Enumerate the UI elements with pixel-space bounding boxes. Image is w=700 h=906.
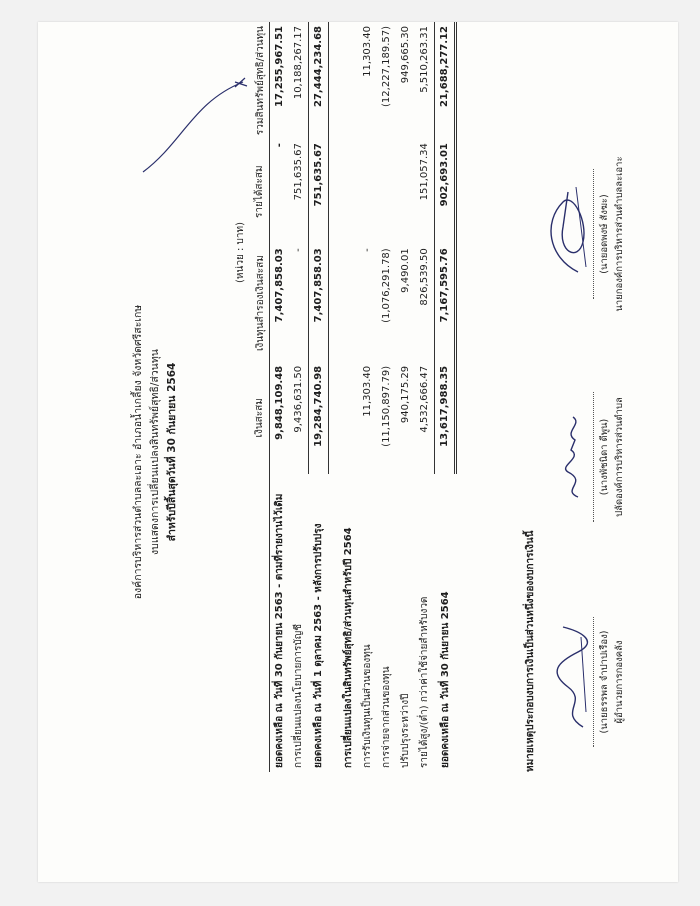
col-header-accumulated: เงินสะสม	[248, 362, 270, 474]
signer-position: ผู้อำนวยการกองคลัง	[614, 640, 625, 724]
statement-period: สำหรับปีสิ้นสุดวันที่ 30 กันยายน 2564	[166, 362, 178, 542]
rotated-content	[38, 22, 678, 882]
col-header-total: รวมสินทรัพย์สุทธิ/ส่วนทุน	[248, 22, 270, 139]
table-section-row: การเปลี่ยนแปลงในสินทรัพย์สุทธิ/ส่วนทุนสำหรับปี 2564	[343, 527, 354, 768]
pen-stroke-mark	[123, 62, 263, 182]
table-row: ปรับปรุงระหว่างปี 940,175.29 9,490.01 949,665.30	[400, 26, 411, 768]
col-header-reserve: เงินทุนสำรองเงินสะสม	[248, 244, 270, 362]
org-name: องค์การบริหารส่วนตำบลละเอาะ อำเภอน้ำเกลี้ยง จังหวัดศรีสะเกษ	[132, 304, 144, 600]
table-row: รายได้สูง/(ต่ำ) กว่าค่าใช้จ่ายสำหรับงวด 4,532,666.47 826,539.50 151,057.34 5,510,263.31	[415, 22, 435, 772]
table-row: ยอดคงเหลือ ณ วันที่ 1 ตุลาคม 2563 - หลังการปรับปรุง 19,284,740.98 7,407,858.03 751,635.67 27,444,234.68	[309, 22, 329, 772]
signer-name: (นายธรรพล จำปาปเรือง)	[599, 630, 610, 734]
scanned-page	[38, 22, 678, 882]
signature-mark	[538, 182, 598, 282]
statement-page	[38, 22, 678, 882]
table-row: ยอดคงเหลือ ณ วันที่ 30 กันยายน 2563 - ตามที่รายงานไว้เดิม 9,848,109.48 7,407,858.03 - 17,255,967.51	[274, 26, 285, 768]
table-total-row: ยอดคงเหลือ ณ วันที่ 30 กันยายน 2564 13,617,988.35 7,167,595.76 902,693.01 21,688,277.12	[435, 22, 456, 772]
notes-statement: หมายเหตุประกอบงบการเงินเป็นส่วนหนึ่งของงบการเงินนี้	[525, 530, 536, 772]
signature-mark	[553, 412, 593, 502]
equity-changes-table	[248, 22, 457, 772]
signature-block-mayor	[593, 154, 627, 314]
signature-mark	[553, 622, 593, 732]
unit-label: (หน่วย : บาท)	[235, 222, 246, 283]
table-row: การจ่ายจากส่วนของทุน (11,150,897.79) (1,076,291.78) (12,227,189.57)	[381, 26, 392, 768]
signer-name: (นายอดพงษ์ สังฆะ)	[599, 194, 610, 274]
table-row: การรับเงินทุนเป็นส่วนของทุน 11,303.40 - 11,303.40	[362, 26, 373, 768]
signature-block-clerk	[593, 377, 627, 537]
col-header-revenue: รายได้สะสม	[248, 139, 270, 244]
signature-block-finance	[593, 602, 627, 762]
statement-title: งบแสดงการเปลี่ยนแปลงสินทรัพย์สุทธิ/ส่วนทุน	[149, 349, 161, 555]
signer-position: ปลัดองค์การบริหารส่วนตำบล	[614, 397, 625, 517]
table-row: การเปลี่ยนแปลงนโยบายการบัญชี 9,436,631.50 - 751,635.67 10,188,267.17	[289, 22, 309, 772]
signer-position: นายกองค์การบริหารส่วนตำบลละเอาะ	[614, 156, 625, 312]
signer-name: (นางพัชนิดา ดีพูน)	[599, 418, 610, 496]
